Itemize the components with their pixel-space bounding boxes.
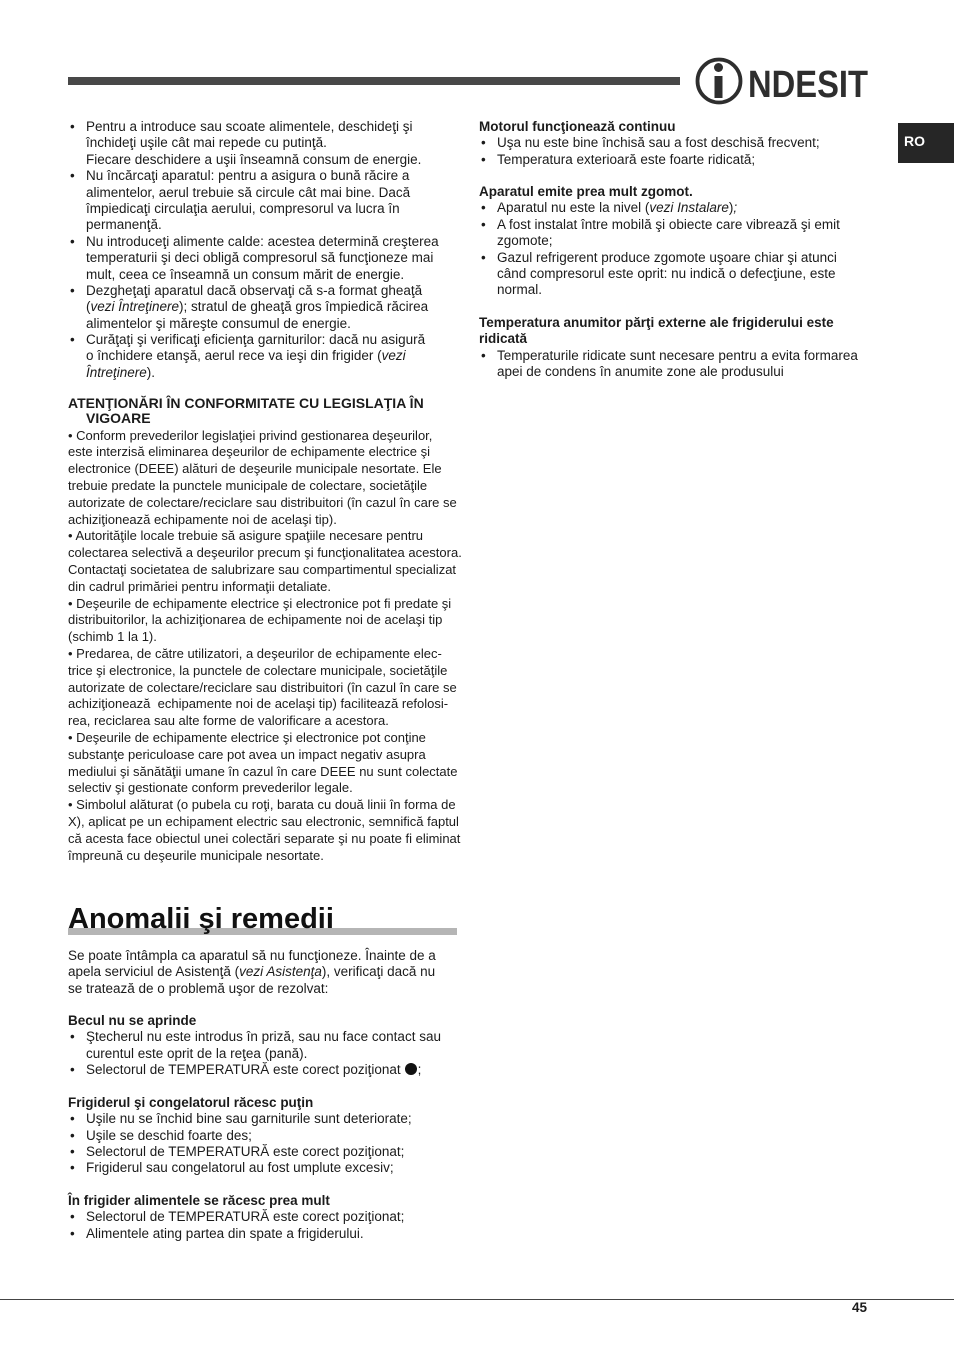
bullet: • [481, 347, 486, 363]
text-line: Dezgheţaţi aparatul dacă observaţi că s-a format gheaţă [86, 282, 423, 298]
list-item [479, 152, 869, 168]
text-line: Uşile se deschid foarte des; [86, 1127, 252, 1143]
text-line [68, 964, 458, 980]
text-line: autorizate de colectare/reciclare sau distribuitori (în cazul în care se [68, 494, 457, 510]
list-item [68, 1160, 458, 1176]
text-segment: ; [417, 1061, 422, 1077]
bullet: • [481, 216, 486, 232]
text-line: Nu introduceţi alimente calde: acestea determină creşterea [86, 233, 439, 249]
text-line: Pentru a introduce sau scoate alimentele, deschideţi şi [86, 119, 413, 134]
text-line: Fiecare deschidere a uşii înseamnă consum de energie. [86, 151, 422, 167]
section-title: Aparatul emite prea mult zgomot. [479, 184, 693, 199]
trouble-section [68, 1013, 458, 1079]
text-segment: apela serviciul de Asistenţă ( [68, 964, 240, 980]
cross-reference: vezi Instalare [649, 200, 729, 216]
text-line: împiedicaţi circulaţia aerului, compresorul va lucra în [86, 200, 400, 216]
text-line: • Conform prevederilor legislaţiei privind gestionarea deşeurilor, [68, 427, 433, 443]
text-segment: ); stratul de gheaţă gros împiedică răcirea [179, 299, 429, 315]
list-item [479, 200, 869, 216]
bullet: • [70, 1225, 75, 1241]
heading-line: VIGOARE [86, 409, 151, 426]
cross-reference: vezi [381, 348, 406, 364]
text-segment: Aparatul nu este la nivel ( [497, 200, 650, 216]
text-line: autorizate de colectare/reciclare sau distribuitori (în cazul în care se [68, 679, 457, 695]
text-line: X), aplicat pe un echipament electric sau electronic, semnifică faptul [68, 813, 459, 829]
text-line: din cadrul primăriei pentru informaţii detaliate. [68, 578, 332, 594]
cross-reference: Întreţinere [86, 364, 147, 380]
text-line: Se poate întâmpla ca aparatul să nu funcţioneze. Înainte de a [68, 947, 436, 963]
section-title: În frigider alimentele se răcesc prea mult [68, 1192, 330, 1208]
text-line: Uşa nu este bine închisă sau a fost deschisă frecvent; [497, 135, 820, 151]
language-tab: RO [898, 123, 954, 163]
bullet: • [70, 1143, 75, 1159]
text-line: colectarea selectivă a deşeurilor precum şi funcţionalitatea acestora. [68, 545, 462, 561]
filled-circle-icon [405, 1063, 417, 1075]
text-line: • Autorităţile locale trebuie să asigure spaţiile necesare pentru [68, 528, 424, 544]
bullet: • [481, 249, 486, 265]
text-line: trice şi electronice, la punctele de colectare municipale, societăţile [68, 662, 448, 678]
trouble-section [68, 1095, 458, 1177]
indesit-logo [690, 52, 875, 110]
legal-heading [68, 396, 458, 426]
tip-item [68, 119, 458, 168]
intro-paragraph [68, 948, 458, 997]
text-line: Selectorul de TEMPERATURĂ este corect poziţionat; [86, 1209, 405, 1225]
logo-wordmark: NDESIT [748, 64, 868, 106]
section-title: Frigiderul şi congelatorul răcesc puţin [68, 1094, 314, 1110]
trouble-section [479, 119, 869, 168]
text-line: este interzisă eliminarea deşeurilor de echipamente electrice şi [68, 444, 431, 460]
text-line: permanenţă. [86, 217, 162, 233]
text-line: când compresorul este oprit: nu indică o defecţiune, este [497, 265, 836, 281]
text-line [86, 1062, 458, 1078]
bullet: • [70, 1061, 75, 1077]
tips-list [68, 119, 458, 381]
bullet: • [481, 151, 486, 167]
section-title: Temperatura anumitor părţi externe ale frigiderului este [479, 315, 834, 330]
text-segment: o închidere etanşă, aerul rece va ieşi din frigider ( [86, 348, 382, 364]
list-item [68, 1209, 458, 1225]
text-line: achiziţionează echipamente noi de acelaşi tip) facilitează refolosi- [68, 696, 449, 712]
text-line: • Deşeurile de echipamente electrice şi electronice pot fi predate şi [68, 595, 452, 611]
list-item [68, 1029, 458, 1062]
text-line: Selectorul de TEMPERATURĂ este corect poziţionat; [86, 1143, 405, 1159]
tip-item [68, 168, 458, 234]
text-line: rea, reciclarea sau alte forme de valorificare a acestora. [68, 713, 389, 729]
list-item [68, 1128, 458, 1144]
bullet: • [70, 1111, 75, 1127]
text-line [86, 299, 458, 315]
bullet: • [70, 332, 75, 348]
text-line: trebuie predate la punctele municipale de colectare, societăţile [68, 477, 428, 493]
trouble-section [68, 1193, 458, 1242]
bullet: • [70, 282, 75, 298]
bullet: • [70, 1209, 75, 1225]
bullet: • [70, 1029, 75, 1045]
list-item [68, 1111, 458, 1127]
text-segment: Selectorul de TEMPERATURĂ este corect poziţionat [86, 1061, 401, 1077]
list-item [68, 1062, 458, 1078]
text-line: Curăţaţi şi verificaţi eficienţa garniturilor: dacă nu asigură [86, 332, 426, 348]
text-line: temperaturii şi deci obligă compresorul să funcţioneze mai [86, 250, 434, 266]
text-line [86, 348, 458, 364]
text-line: • Simbolul alăturat (o pubela cu roţi, barata cu două linii în forma de [68, 797, 456, 813]
bullet: • [70, 119, 75, 134]
tip-item [68, 283, 458, 332]
section-heading: Anomalii şi remedii [68, 903, 334, 935]
text-line: A fost instalat între mobilă şi obiecte care vibrează şi emit [497, 216, 840, 232]
section-title: Becul nu se aprinde [68, 1012, 197, 1028]
text-line: Ştecherul nu este introdus în priză, sau nu face contact sau [86, 1029, 441, 1045]
section-title: ridicată [479, 331, 528, 347]
text-line: Alimentele ating partea din spate a frigiderului. [86, 1225, 364, 1241]
bullet: • [481, 200, 486, 216]
list-item [68, 1226, 458, 1242]
section-title: Motorul funcţionează continuu [479, 119, 676, 134]
list-item [68, 1144, 458, 1160]
text-line: achiziţionează echipamente noi de acelaşi tip). [68, 511, 337, 527]
cross-reference: vezi Întreţinere [90, 299, 180, 315]
text-line: că acesta face obiectul unei colectări separate şi nu poate fi eliminat [68, 830, 461, 846]
bullet: • [70, 1160, 75, 1176]
text-line: • Deşeurile de echipamente electrice şi electronice pot conţine [68, 729, 426, 745]
text-line: alimentelor, aerul trebuie să circule cât mai bine. Dacă [86, 184, 411, 200]
text-segment: ), verificaţi dacă nu [321, 964, 436, 980]
text-line: închideţi uşile cât mai repede cu putinţă. [86, 135, 327, 151]
trouble-section [479, 184, 869, 299]
text-line: curentul este oprit de la reţea (pană). [86, 1045, 308, 1061]
list-item [479, 217, 869, 250]
text-line: • Predarea, de către utilizatori, a deşeurilor de echipamente elec- [68, 645, 442, 661]
text-line: substanţe periculoase care pot avea un impact negativ asupra [68, 746, 426, 762]
text-segment: ) [728, 200, 734, 216]
tip-item [68, 234, 458, 283]
page-number: 45 [852, 1300, 868, 1315]
text-line: Frigiderul sau congelatorul au fost umplute excesiv; [86, 1160, 394, 1176]
list-item [479, 135, 869, 151]
text-line: (schimb 1 la 1). [68, 629, 157, 645]
text-segment: ). [146, 364, 156, 380]
text-line: mult, ceea ce înseamnă un consum mărit de energie. [86, 266, 405, 282]
text-line: Temperaturile ridicate sunt necesare pentru a evita formarea [497, 347, 858, 363]
text-line: Temperatura exterioară este foarte ridicată; [497, 151, 756, 167]
list-item [479, 250, 869, 299]
text-line [497, 200, 869, 216]
text-line [86, 365, 458, 381]
heading-line: ATENŢIONĂRI ÎN CONFORMITATE CU LEGISLAŢIA ÎN [68, 394, 424, 411]
text-line: alimentelor şi măreşte consumul de energie. [86, 315, 351, 331]
text-line: selectiv şi gestionate conform prevederilor legale. [68, 780, 353, 796]
text-line: Uşile nu se închid bine sau garniturile sunt deteriorate; [86, 1111, 412, 1127]
footer-rule [0, 1299, 954, 1300]
cross-reference: vezi Asistenţa [239, 964, 322, 980]
text-segment: ( [86, 299, 91, 315]
text-line: apei de condens în anumite zone ale produsului [497, 364, 784, 380]
bullet: • [70, 233, 75, 249]
bullet: • [70, 168, 75, 184]
text-line: Nu încărcaţi aparatul: pentru a asigura o bună răcire a [86, 168, 410, 184]
tip-item [68, 332, 458, 381]
text-segment: ; [733, 200, 738, 216]
list-item [479, 348, 869, 381]
bullet: • [481, 135, 486, 151]
text-line: mediului şi sănătăţii umane în cazul în care DEEE nu sunt colectate [68, 763, 458, 779]
text-line: împreună cu deşeurile municipale nesortate. [68, 847, 324, 863]
text-line: Gazul refrigerent produce zgomote uşoare chiar şi atunci [497, 249, 837, 265]
legal-text [68, 427, 462, 865]
text-line: se tratează de o problemă uşor de rezolvat: [68, 980, 329, 996]
text-line: zgomote; [497, 233, 553, 249]
text-line: electronice (DEEE) alături de deşeurile municipale nesortate. Ele [68, 461, 442, 477]
trouble-section [479, 315, 869, 381]
bullet: • [70, 1127, 75, 1143]
text-line: Contactaţi societatea de salubrizare sau compartimentul specializat [68, 561, 457, 577]
logo-i-circle-icon [698, 60, 741, 103]
text-line: normal. [497, 282, 543, 298]
header-bar [68, 77, 680, 85]
text-line: distribuitorilor, la achiziţionarea de echipamente noi de acelaşi tip [68, 612, 443, 628]
